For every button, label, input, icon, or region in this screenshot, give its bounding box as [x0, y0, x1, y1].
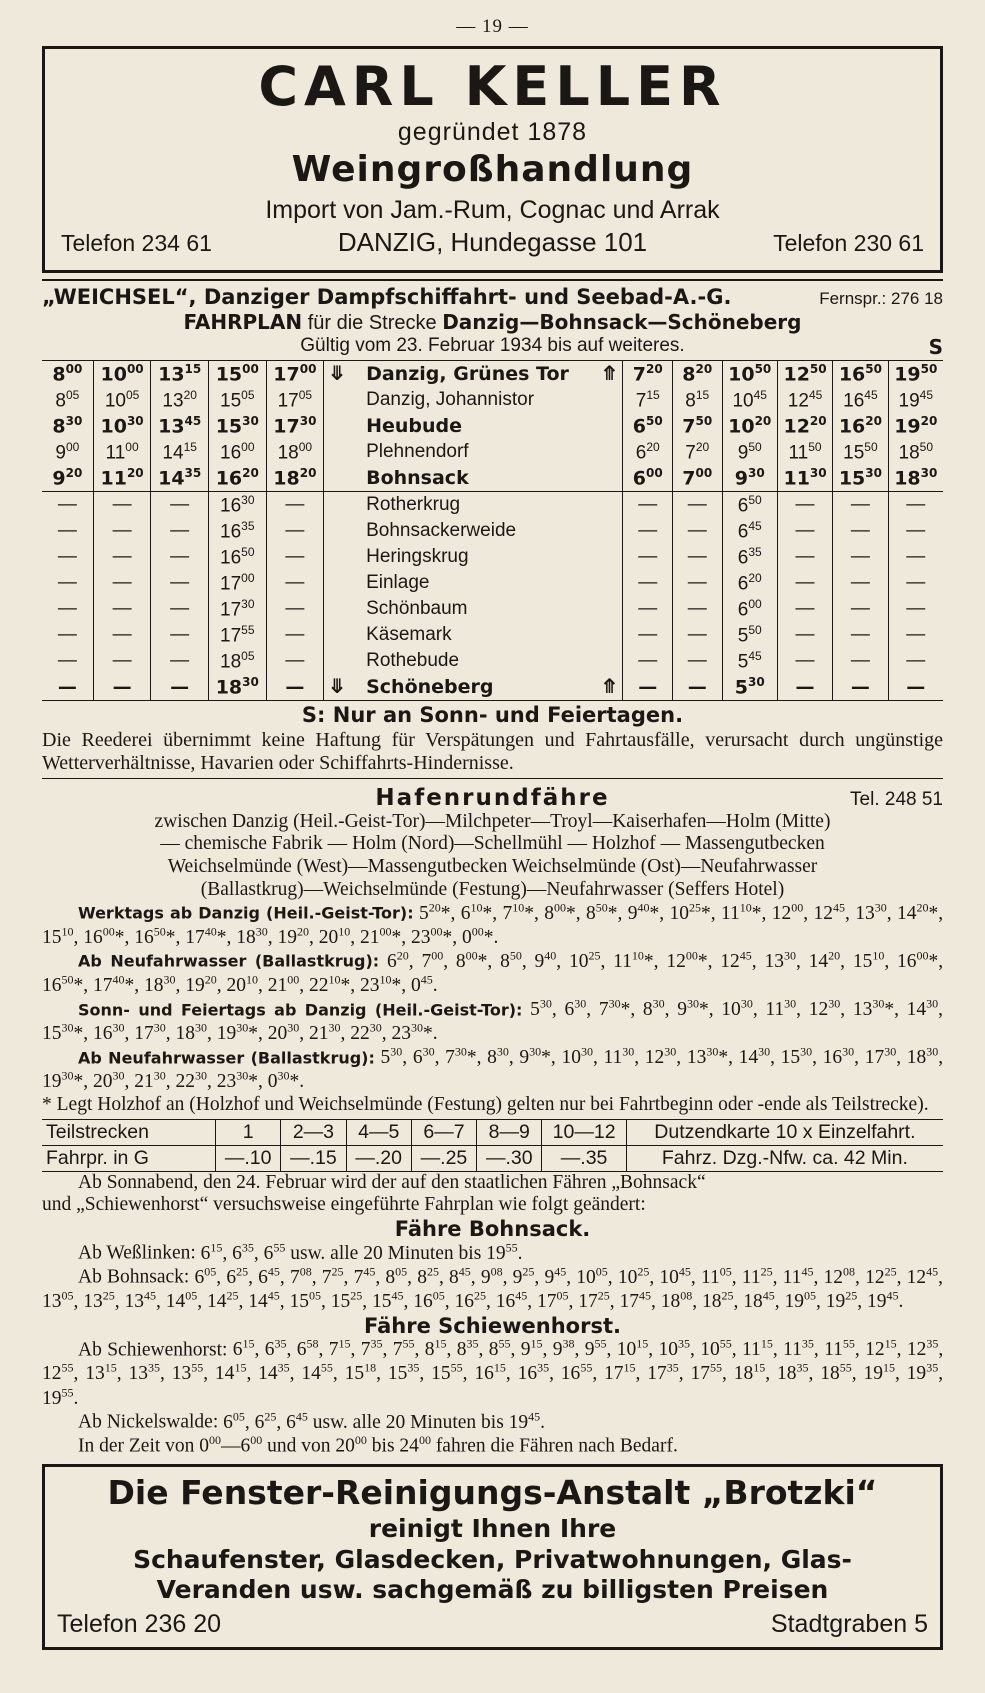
timetable-outbound-time: $15^{05}$	[208, 387, 266, 413]
hafen-sonntags-block	[42, 998, 943, 1046]
timetable-inbound-time: —	[777, 648, 832, 674]
fare-note-duration: Fahrz. Dzg.-Nfw. ca. 42 Min.	[626, 1145, 943, 1171]
ad-import-line: Import von Jam.-Rum, Cognac und Arrak	[265, 195, 720, 224]
timetable-inbound-time: $19^{45}$	[888, 387, 943, 413]
timetable-inbound-time: —	[673, 518, 723, 544]
timetable-inbound-time: —	[888, 622, 943, 648]
timetable-station-name: Plehnendorf	[366, 440, 469, 462]
fare-table	[42, 1119, 943, 1172]
ad2-services-2: Veranden usw. sachgemäß zu billigsten Preisen	[156, 1575, 829, 1605]
timetable-inbound-time: $6^{20}$	[635, 439, 660, 463]
timetable-outbound-time: —	[266, 570, 324, 596]
fare-cell: —.35	[542, 1145, 626, 1171]
schedule-valid-text: Gültig vom 23. Februar 1934 bis auf weiteres.	[300, 334, 685, 356]
timetable-outbound-time: $18^{20}$	[266, 465, 324, 492]
timetable-outbound-time: $10^{05}$	[93, 387, 151, 413]
timetable-outbound-time: —	[151, 544, 209, 570]
timetable-row	[42, 491, 943, 518]
timetable-inbound-time: $16^{50}$	[833, 360, 888, 387]
timetable-inbound-time: —	[673, 570, 723, 596]
hafen-sonntags-label: Sonn- und Feiertags ab Danzig (Heil.-Geist-Tor):	[78, 1000, 523, 1020]
faehre-bohnsack-wesslinken-label: Ab Weßlinken:	[78, 1242, 196, 1264]
direction-arrow-down-icon	[324, 465, 350, 492]
timetable-outbound-time: —	[93, 622, 151, 648]
timetable-row	[42, 413, 943, 439]
fare-cell: —.30	[477, 1145, 542, 1171]
direction-arrow-down-icon: ⤋	[324, 360, 350, 387]
timetable-inbound-time: $19^{20}$	[888, 413, 943, 439]
hafen-neufahrwasser-1-block	[42, 949, 943, 997]
timetable-outbound-time: —	[57, 519, 77, 541]
timetable-outbound-time: —	[151, 622, 209, 648]
fare-cell: —.25	[411, 1145, 476, 1171]
ad-business-type: Weingroßhandlung	[291, 148, 694, 190]
schedule-title-row	[42, 285, 943, 309]
ad2-address: Stadtgraben 5	[770, 1610, 928, 1639]
schedule-route-prefix: für die Strecke	[307, 311, 437, 334]
direction-arrow-down-icon	[324, 413, 350, 439]
ad2-services-1: Schaufenster, Glasdecken, Privatwohnungen, Glas-	[133, 1545, 852, 1575]
ship-schedule-section	[42, 279, 943, 779]
fare-cell: 2—3	[281, 1119, 346, 1145]
direction-arrow-up-icon	[597, 387, 623, 413]
page-number: — 19 —	[456, 16, 529, 37]
timetable-outbound-time: $13^{20}$	[151, 387, 209, 413]
timetable-inbound-time: —	[777, 544, 832, 570]
timetable-row	[42, 596, 943, 622]
hafen-neufahrwasser-2-block	[42, 1046, 943, 1094]
timetable-inbound-time: $5^{45}$	[722, 648, 777, 674]
fare-row-sections	[42, 1119, 943, 1145]
timetable-outbound-time: —	[93, 570, 151, 596]
faehre-schiewenhorst-times: $6^{15}$, $6^{35}$, $6^{58}$, $7^{15}$, $7^{35}$, $7^{55}$, $8^{15}$, $8^{35}$, $8^{55}$, $9^{15}$, $9^{38}$, $9^{55}$, $10^{15}$, $10^{35}$, $10^{55}$, $11^{15}$, $11^{35}$, $11^{55}$, $12^{15}$, $12^{35}$, $12^{55}$, $13^{15}$, $13^{35}$, $13^{55}$, $14^{15}$, $14^{35}$, $14^{55}$, $15^{18}$, $15^{35}$, $15^{55}$, $16^{15}$, $16^{35}$, $16^{55}$, $17^{15}$, $17^{35}$, $17^{55}$, $18^{15}$, $18^{35}$, $18^{55}$, $19^{15}$, $19^{35}$, $19^{55}$.	[42, 1336, 944, 1409]
timetable-station-name: Rothebude	[366, 649, 460, 671]
timetable-row	[42, 544, 943, 570]
timetable-outbound-time: —	[93, 596, 151, 622]
timetable-station-name: Heubude	[366, 414, 463, 437]
timetable-outbound-time: —	[151, 596, 209, 622]
hafen-telephone: Tel. 248 51	[850, 788, 943, 810]
faehren-intro-1: Ab Sonnabend, den 24. Februar wird der auf den staatlichen Fähren „Bohnsack“	[78, 1171, 706, 1193]
timetable-inbound-time: —	[833, 648, 888, 674]
fare-cell: —.20	[346, 1145, 411, 1171]
timetable-inbound-time: $8^{15}$	[673, 387, 723, 413]
timetable-outbound-time: $10^{30}$	[93, 413, 151, 439]
timetable-station-name: Bohnsack	[350, 465, 596, 492]
timetable-row	[42, 648, 943, 674]
timetable-inbound-time: —	[638, 493, 658, 515]
timetable-outbound-time: —	[151, 648, 209, 674]
timetable-inbound-time: —	[673, 674, 723, 701]
direction-arrow-down-icon	[324, 518, 350, 544]
hafen-neufahrwasser-1-times: $6^{20}$, $7^{00}$, $8^{00}*$, $8^{50}$, $9^{40}$, $10^{25}$, $11^{10}*$, $12^{00}*$, $12^{45}$, $13^{30}$, $14^{20}$, $15^{10}$, $16^{00}*$, $16^{50}*$, $17^{40}*$, $18^{30}$, $19^{20}$, $20^{10}$, $21^{00}$, $22^{10}*$, $23^{10}*$, $0^{45}$.	[42, 948, 944, 996]
timetable-outbound-time: —	[57, 597, 77, 619]
timetable-outbound-time: —	[57, 545, 77, 567]
timetable-row	[42, 439, 943, 465]
timetable-outbound-time: $15^{00}$	[208, 360, 266, 387]
direction-arrow-up-icon	[597, 491, 623, 518]
direction-arrow-up-icon	[597, 544, 623, 570]
timetable-inbound-time: $9^{50}$	[722, 439, 777, 465]
timetable-outbound-time: $17^{00}$	[266, 360, 324, 387]
timetable-inbound-time: $7^{20}$	[673, 439, 723, 465]
timetable-inbound-time: —	[833, 674, 888, 701]
timetable-outbound-time: —	[93, 648, 151, 674]
schedule-route: Danzig—Bohnsack—Schöneberg	[442, 309, 802, 334]
hafen-footnote: * Legt Holzhof an (Holzhof und Weichselmünde (Festung) gelten nur bei Fahrtbeginn oder -ende als Teilstrecke).	[42, 1094, 929, 1115]
timetable-inbound-time: $7^{50}$	[673, 413, 723, 439]
timetable-inbound-time: $10^{20}$	[722, 413, 777, 439]
timetable-outbound-time: —	[266, 648, 324, 674]
timetable-outbound-time: $17^{05}$	[266, 387, 324, 413]
ad-phone-right: Telefon 230 61	[773, 229, 924, 256]
timetable-station-name: Schöneberg	[350, 674, 596, 701]
timetable-inbound-time: —	[777, 491, 832, 518]
timetable-inbound-time: —	[833, 491, 888, 518]
timetable-inbound-time: $11^{50}$	[777, 439, 832, 465]
schedule-validity-line	[42, 335, 943, 357]
timetable-outbound-time: —	[57, 493, 77, 515]
timetable-inbound-time: $18^{30}$	[888, 465, 943, 492]
timetable-inbound-time: $12^{50}$	[777, 360, 832, 387]
hafen-neufahrwasser-2-times: $5^{30}$, $6^{30}$, $7^{30}*$, $8^{30}$, $9^{30}*$, $10^{30}$, $11^{30}$, $12^{30}$, $13^{30}*$, $14^{30}$, $15^{30}$, $16^{30}$, $17^{30}$, $18^{30}$, $19^{30}*$, $20^{30}$, $21^{30}$, $22^{30}$, $23^{30}*$, $0^{30}*$.	[42, 1044, 944, 1093]
timetable-inbound-time: $16^{45}$	[833, 387, 888, 413]
hafenrundfaehre-section	[42, 785, 943, 1459]
timetable-inbound-time: —	[777, 674, 832, 701]
direction-arrow-down-icon: ⤋	[324, 674, 350, 701]
timetable-outbound-time: $15^{30}$	[208, 413, 266, 439]
timetable-inbound-time: —	[673, 596, 723, 622]
timetable-outbound-time: —	[266, 518, 324, 544]
fare-cell: 1	[216, 1119, 281, 1145]
timetable-outbound-time: —	[42, 674, 93, 701]
timetable-outbound-time: —	[93, 674, 151, 701]
hafen-neufahrwasser-2-label: Ab Neufahrwasser (Ballastkrug):	[78, 1048, 375, 1068]
timetable-outbound-time: $16^{00}$	[208, 439, 266, 465]
timetable-inbound-time: —	[638, 623, 658, 645]
timetable-outbound-time: —	[266, 491, 324, 518]
fare-cell: —.15	[281, 1145, 346, 1171]
timetable-inbound-time: —	[888, 648, 943, 674]
timetable	[42, 360, 943, 701]
timetable-inbound-time: —	[673, 648, 723, 674]
direction-arrow-up-icon	[597, 570, 623, 596]
faehre-night-note: In der Zeit von $0^{00}—6^{00}$ und von $20^{00}$ bis $24^{00}$ fahren die Fähren nach Bedarf.	[78, 1433, 678, 1457]
ad-address: DANZIG, Hundegasse 101	[337, 226, 648, 257]
ad2-tagline: reinigt Ihnen Ihre	[368, 1514, 617, 1544]
hafen-werktags-block	[42, 901, 943, 949]
timetable-outbound-time: $13^{45}$	[151, 413, 209, 439]
timetable-row	[42, 465, 943, 492]
timetable-inbound-time: —	[673, 491, 723, 518]
direction-arrow-down-icon	[324, 622, 350, 648]
ad-contact-row	[55, 227, 930, 258]
timetable-inbound-time: —	[638, 571, 658, 593]
timetable-inbound-time: $10^{45}$	[722, 387, 777, 413]
hafen-route-4: (Ballastkrug)—Weichselmünde (Festung)—Neufahrwasser (Seffers Hotel)	[200, 878, 785, 900]
hafen-route-1: zwischen Danzig (Heil.-Geist-Tor)—Milchpeter—Troyl—Kaiserhafen—Holm (Mitte)	[154, 810, 831, 832]
timetable-row	[42, 360, 943, 387]
advertisement-brotzki	[42, 1464, 943, 1650]
timetable-inbound-time: —	[888, 570, 943, 596]
ad2-company-name: Die Fenster-Reinigungs-Anstalt „Brotzki“	[107, 1473, 878, 1513]
schedule-fahrplan-label: FAHRPLAN	[183, 309, 303, 334]
timetable-inbound-time: —	[888, 518, 943, 544]
timetable-inbound-time: $15^{30}$	[833, 465, 888, 492]
timetable-inbound-time: $5^{50}$	[722, 622, 777, 648]
timetable-inbound-time: —	[833, 596, 888, 622]
timetable-outbound-time: —	[266, 596, 324, 622]
ad-brand-name: CARL KELLER	[258, 55, 727, 118]
timetable-outbound-time: —	[266, 674, 324, 701]
timetable-inbound-time: —	[888, 544, 943, 570]
timetable-outbound-time: $11^{20}$	[93, 465, 151, 492]
timetable-inbound-time: $6^{50}$	[722, 491, 777, 518]
timetable-inbound-time: $15^{50}$	[833, 439, 888, 465]
faehre-bohnsack-wesslinken	[42, 1241, 943, 1265]
faehre-schiewenhorst-label: Ab Schiewenhorst:	[78, 1339, 228, 1361]
timetable-row	[42, 622, 943, 648]
fare-cell: 6—7	[411, 1119, 476, 1145]
fare-cell: 8—9	[477, 1119, 542, 1145]
timetable-outbound-time: —	[151, 674, 209, 701]
timetable-outbound-time: —	[93, 491, 151, 518]
timetable-inbound-time: —	[833, 518, 888, 544]
hafen-route-description	[42, 811, 943, 901]
timetable-inbound-time: $6^{45}$	[722, 518, 777, 544]
timetable-inbound-time: —	[638, 649, 658, 671]
timetable-inbound-time: $6^{00}$	[722, 596, 777, 622]
timetable-station-name: Bohnsackerweide	[366, 519, 517, 541]
fare-row-prices	[42, 1145, 943, 1171]
timetable-outbound-time: $8^{05}$	[55, 387, 80, 411]
faehre-bohnsack-bohnsack	[42, 1265, 943, 1313]
timetable-inbound-time: —	[638, 519, 658, 541]
timetable-outbound-time: —	[151, 518, 209, 544]
timetable-outbound-time: $16^{35}$	[208, 518, 266, 544]
direction-arrow-up-icon	[597, 413, 623, 439]
ad-founded-year: gegründet 1878	[397, 117, 588, 146]
direction-arrow-down-icon	[324, 491, 350, 518]
faehren-intro-2: und „Schiewenhorst“ versuchsweise eingeführte Fahrplan wie folgt geändert:	[42, 1194, 646, 1216]
timetable-inbound-time: $6^{20}$	[722, 570, 777, 596]
timetable-inbound-time: —	[777, 518, 832, 544]
timetable-outbound-time: —	[57, 571, 77, 593]
timetable-station-name: Danzig, Johannistor	[366, 388, 535, 410]
faehre-nickelswalde-times: $6^{05}$, $6^{25}$, $6^{45}$ usw. alle 20 Minuten bis $19^{45}$.	[223, 1409, 546, 1433]
faehren-section	[42, 1172, 943, 1459]
direction-arrow-up-icon	[597, 465, 623, 492]
timetable-inbound-time: —	[638, 545, 658, 567]
direction-arrow-up-icon	[597, 518, 623, 544]
hafen-werktags-times: $5^{20}*$, $6^{10}*$, $7^{10}*$, $8^{00}*$, $8^{50}*$, $9^{40}*$, $10^{25}*$, $11^{10}*$, $12^{00}$, $12^{45}$, $13^{30}$, $14^{20}*$, $15^{10}$, $16^{00}*$, $16^{50}*$, $17^{40}*$, $18^{30}$, $19^{20}$, $20^{10}$, $21^{00}*$, $23^{00}*$, $0^{00}*$.	[42, 900, 944, 948]
faehre-schiewenhorst-title: Fähre Schiewenhorst.	[364, 1313, 621, 1338]
timetable-inbound-time: $12^{20}$	[777, 413, 832, 439]
direction-arrow-up-icon	[597, 439, 623, 465]
direction-arrow-down-icon	[324, 387, 350, 413]
hafen-sonntags-times: $5^{30}$, $6^{30}$, $7^{30}*$, $8^{30}$, $9^{30}*$, $10^{30}$, $11^{30}$, $12^{30}$, $13^{30}*$, $14^{30}$, $15^{30}*$, $16^{30}$, $17^{30}$, $18^{30}$, $19^{30}*$, $20^{30}$, $21^{30}$, $22^{30}$, $23^{30}*$.	[42, 996, 944, 1045]
fare-note-dutzendkarte: Dutzendkarte 10 x Einzelfahrt.	[626, 1119, 943, 1145]
timetable-outbound-time: $14^{35}$	[151, 465, 209, 492]
timetable-outbound-time: $17^{00}$	[208, 570, 266, 596]
timetable-outbound-time: $18^{05}$	[208, 648, 266, 674]
timetable-station-name: Rotherkrug	[366, 493, 461, 515]
timetable-inbound-time: —	[888, 674, 943, 701]
schedule-disclaimer: Die Reederei übernimmt keine Haftung für Verspätungen und Fahrtausfälle, verursacht durch ungünstige Wetterverhältnisse, Havarien oder Schiffahrts-Hindernisse.	[42, 729, 943, 779]
fare-cell: 10—12	[542, 1119, 626, 1145]
fare-cell: 4—5	[346, 1119, 411, 1145]
timetable-outbound-time: $8^{00}$	[42, 360, 93, 387]
timetable-inbound-time: —	[833, 622, 888, 648]
timetable-outbound-time: $11^{00}$	[93, 439, 151, 465]
timetable-inbound-time: —	[777, 570, 832, 596]
timetable-outbound-time: $14^{15}$	[151, 439, 209, 465]
faehre-schiewenhorst-row	[42, 1338, 943, 1410]
timetable-inbound-time: —	[623, 674, 673, 701]
timetable-outbound-time: $16^{20}$	[208, 465, 266, 492]
hafen-route-3: Weichselmünde (West)—Massengutbecken Weichselmünde (Ost)—Neufahrwasser	[167, 855, 818, 877]
timetable-inbound-time: —	[777, 622, 832, 648]
fare-label-sections: Teilstrecken	[46, 1120, 149, 1143]
timetable-outbound-time: $10^{00}$	[93, 360, 151, 387]
timetable-inbound-time: $10^{50}$	[722, 360, 777, 387]
timetable-outbound-time: $16^{50}$	[208, 544, 266, 570]
timetable-outbound-time: —	[266, 622, 324, 648]
timetable-inbound-time: $18^{50}$	[888, 439, 943, 465]
advertisement-carl-keller	[42, 46, 943, 273]
timetable-inbound-time: $7^{00}$	[673, 465, 723, 492]
timetable-row	[42, 674, 943, 701]
direction-arrow-up-icon: ⤊	[597, 360, 623, 387]
timetable-inbound-time: —	[638, 597, 658, 619]
timetable-outbound-time: $18^{00}$	[266, 439, 324, 465]
schedule-s-note: S: Nur an Sonn- und Feiertagen.	[301, 702, 684, 727]
timetable-inbound-time: $11^{30}$	[777, 465, 832, 492]
timetable-station-name: Danzig, Grünes Tor	[350, 360, 596, 387]
faehre-bohnsack-times: $6^{05}$, $6^{25}$, $6^{45}$, $7^{08}$, $7^{25}$, $7^{45}$, $8^{05}$, $8^{25}$, $8^{45}$, $9^{08}$, $9^{25}$, $9^{45}$, $10^{05}$, $10^{25}$, $10^{45}$, $11^{05}$, $11^{25}$, $11^{45}$, $12^{08}$, $12^{25}$, $12^{45}$, $13^{05}$, $13^{25}$, $13^{45}$, $14^{05}$, $14^{25}$, $14^{45}$, $15^{05}$, $15^{25}$, $15^{45}$, $16^{05}$, $16^{25}$, $16^{45}$, $17^{05}$, $17^{25}$, $17^{45}$, $18^{08}$, $18^{25}$, $18^{45}$, $19^{05}$, $19^{25}$, $19^{45}$.	[42, 1264, 943, 1312]
fare-label-prices: Fahrpr. in G	[46, 1146, 149, 1169]
timetable-inbound-time: $19^{50}$	[888, 360, 943, 387]
timetable-row	[42, 387, 943, 413]
faehre-nickelswalde-label: Ab Nickelswalde:	[78, 1411, 219, 1433]
timetable-outbound-time: $17^{30}$	[208, 596, 266, 622]
timetable-station-name: Einlage	[366, 571, 430, 593]
direction-arrow-down-icon	[324, 544, 350, 570]
timetable-inbound-time: —	[833, 544, 888, 570]
timetable-outbound-time: $13^{15}$	[151, 360, 209, 387]
timetable-inbound-time: $8^{20}$	[673, 360, 723, 387]
timetable-inbound-time: $9^{30}$	[722, 465, 777, 492]
direction-arrow-up-icon: ⤊	[597, 674, 623, 701]
timetable-row	[42, 518, 943, 544]
direction-arrow-down-icon	[324, 439, 350, 465]
timetable-outbound-time: $16^{30}$	[208, 491, 266, 518]
timetable-inbound-time: —	[673, 622, 723, 648]
timetable-outbound-time: —	[151, 491, 209, 518]
timetable-outbound-time: —	[93, 544, 151, 570]
timetable-inbound-time: —	[888, 491, 943, 518]
hafen-werktags-label: Werktags ab Danzig (Heil.-Geist-Tor):	[78, 903, 414, 923]
timetable-inbound-time: $7^{20}$	[623, 360, 673, 387]
faehre-bohnsack-title: Fähre Bohnsack.	[394, 1216, 591, 1241]
faehre-bohnsack-label: Ab Bohnsack:	[78, 1266, 190, 1288]
hafen-title: Hafenrundfähre	[375, 784, 610, 811]
schedule-company: „WEICHSEL“, Danziger Dampfschiffahrt- und Seebad-A.-G.	[42, 284, 732, 309]
timetable-inbound-time: $6^{00}$	[623, 465, 673, 492]
timetable-inbound-time: —	[888, 596, 943, 622]
direction-arrow-up-icon	[597, 648, 623, 674]
timetable-outbound-time: $17^{55}$	[208, 622, 266, 648]
timetable-outbound-time: —	[151, 570, 209, 596]
timetable-outbound-time: —	[266, 544, 324, 570]
timetable-station-name: Käsemark	[366, 623, 452, 645]
direction-arrow-up-icon	[597, 596, 623, 622]
timetable-inbound-time: $12^{45}$	[777, 387, 832, 413]
schedule-fernsprecher: Fernspr.: 276 18	[819, 288, 943, 308]
faehre-bohnsack-wesslinken-times: $6^{15}$, $6^{35}$, $6^{55}$ usw. alle 20 Minuten bis $19^{55}$.	[200, 1240, 523, 1264]
hafen-route-2: — chemische Fabrik — Holm (Nord)—Schellmühl — Holzhof — Massengutbecken	[160, 833, 825, 855]
timetable-inbound-time: —	[833, 570, 888, 596]
timetable-station-name: Schönbaum	[366, 597, 468, 619]
timetable-inbound-time: $6^{50}$	[632, 414, 663, 438]
direction-arrow-down-icon	[324, 648, 350, 674]
timetable-inbound-time: —	[673, 544, 723, 570]
timetable-outbound-time: $17^{30}$	[266, 413, 324, 439]
ad2-phone: Telefon 236 20	[57, 1610, 222, 1639]
faehre-nickelswalde-row	[42, 1410, 943, 1434]
timetable-inbound-time: $5^{30}$	[722, 674, 777, 701]
direction-arrow-up-icon	[597, 622, 623, 648]
timetable-outbound-time: —	[93, 518, 151, 544]
schedule-s-flag: S	[928, 334, 943, 359]
timetable-row	[42, 570, 943, 596]
direction-arrow-down-icon	[324, 596, 350, 622]
ad2-footer	[57, 1610, 928, 1639]
direction-arrow-down-icon	[324, 570, 350, 596]
timetable-inbound-time: $16^{20}$	[833, 413, 888, 439]
hafen-neufahrwasser-1-label: Ab Neufahrwasser (Ballastkrug):	[78, 951, 380, 971]
timetable-station-name: Heringskrug	[366, 545, 469, 567]
timetable-inbound-time: $6^{35}$	[722, 544, 777, 570]
schedule-route-line	[42, 310, 943, 335]
timetable-outbound-time: —	[57, 649, 77, 671]
timetable-outbound-time: $9^{20}$	[42, 465, 93, 492]
timetable-inbound-time: $7^{15}$	[635, 387, 660, 411]
timetable-outbound-time: $18^{30}$	[208, 674, 266, 701]
timetable-outbound-time: $8^{30}$	[52, 414, 83, 438]
fare-cell: —.10	[216, 1145, 281, 1171]
timetable-outbound-time: $9^{00}$	[55, 439, 80, 463]
timetable-inbound-time: —	[777, 596, 832, 622]
timetable-outbound-time: —	[57, 623, 77, 645]
hafen-header	[42, 785, 943, 811]
ad-phone-left: Telefon 234 61	[61, 229, 212, 256]
